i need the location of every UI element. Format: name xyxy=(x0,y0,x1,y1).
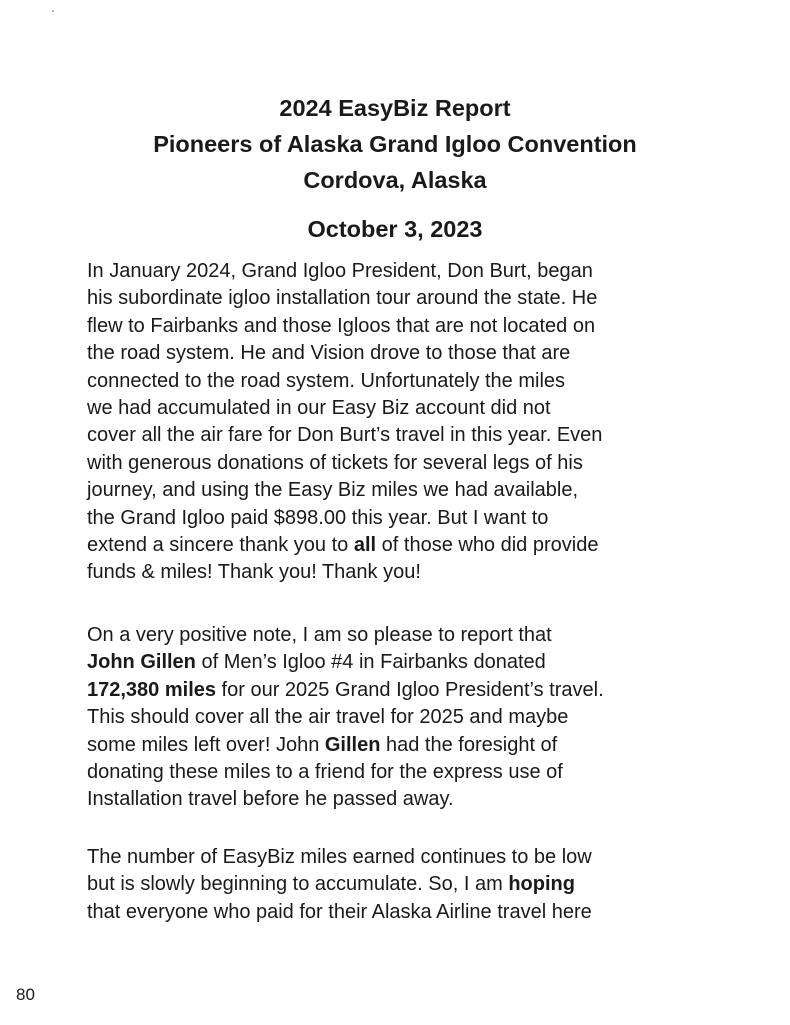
paragraph-donation xyxy=(87,622,727,814)
text-line: The number of EasyBiz miles earned continues to be low xyxy=(87,846,592,868)
text-line xyxy=(87,649,727,676)
text-line: his subordinate igloo installation tour around the state. He xyxy=(87,287,598,310)
emphasis-donor-name: John Gillen xyxy=(87,651,196,674)
text-segment: had the foresight of xyxy=(380,733,558,756)
text-line xyxy=(87,732,727,759)
text-line: the Grand Igloo paid $898.00 this year. But I want to xyxy=(87,506,549,529)
text-line: In January 2024, Grand Igloo President, Don Burt, began xyxy=(87,260,593,282)
text-segment: of those who did provide xyxy=(376,534,599,557)
text-line: flew to Fairbanks and those Igloos that are not located on xyxy=(87,314,596,337)
emphasis-all: all xyxy=(353,534,377,557)
text-line: On a very positive note, I am so please to report that xyxy=(87,624,552,646)
emphasis-hoping: hoping xyxy=(508,873,575,896)
report-date: October 3, 2023 xyxy=(307,216,483,242)
report-event: Pioneers of Alaska Grand Igloo Convention xyxy=(153,131,637,157)
text-line: funds & miles! Thank you! Thank you! xyxy=(87,561,421,584)
text-line: that everyone who paid for their Alaska Airline travel here xyxy=(87,900,592,923)
text-line: cover all the air fare for Don Burt’s travel in this year. Even xyxy=(87,424,603,447)
text-segment: extend a sincere thank you to xyxy=(87,534,354,557)
paragraph-miles-earned xyxy=(87,844,727,926)
text-line: we had accumulated in our Easy Biz account did not xyxy=(87,397,551,420)
text-line: the road system. He and Vision drove to those that are xyxy=(87,342,571,365)
text-line: donating these miles to a friend for the express use of xyxy=(87,761,563,784)
scan-speck xyxy=(52,10,54,12)
text-line xyxy=(87,677,727,704)
text-line: with generous donations of tickets for several legs of his xyxy=(87,451,583,474)
text-segment: of Men’s Igloo #4 in Fairbanks donated xyxy=(195,651,546,674)
report-title: 2024 EasyBiz Report xyxy=(279,95,511,121)
text-line: Installation travel before he passed away. xyxy=(87,788,454,811)
report-location: Cordova, Alaska xyxy=(303,167,487,193)
report-heading xyxy=(0,90,790,198)
paragraph-travel-tour xyxy=(87,258,727,587)
text-line xyxy=(87,532,727,559)
text-segment: but is slowly beginning to accumulate. So, I am xyxy=(87,873,509,896)
text-line xyxy=(87,871,727,898)
emphasis-surname: Gillen xyxy=(324,733,381,756)
text-segment: for our 2025 Grand Igloo President’s travel. xyxy=(216,678,604,701)
text-line: connected to the road system. Unfortunately the miles xyxy=(87,369,566,392)
emphasis-miles: 172,380 miles xyxy=(87,678,216,701)
text-line: This should cover all the air travel for 2025 and maybe xyxy=(87,706,569,729)
text-segment: some miles left over! John xyxy=(87,733,325,756)
page-number: 80 xyxy=(16,985,35,1004)
text-line: journey, and using the Easy Biz miles we had available, xyxy=(87,479,579,502)
